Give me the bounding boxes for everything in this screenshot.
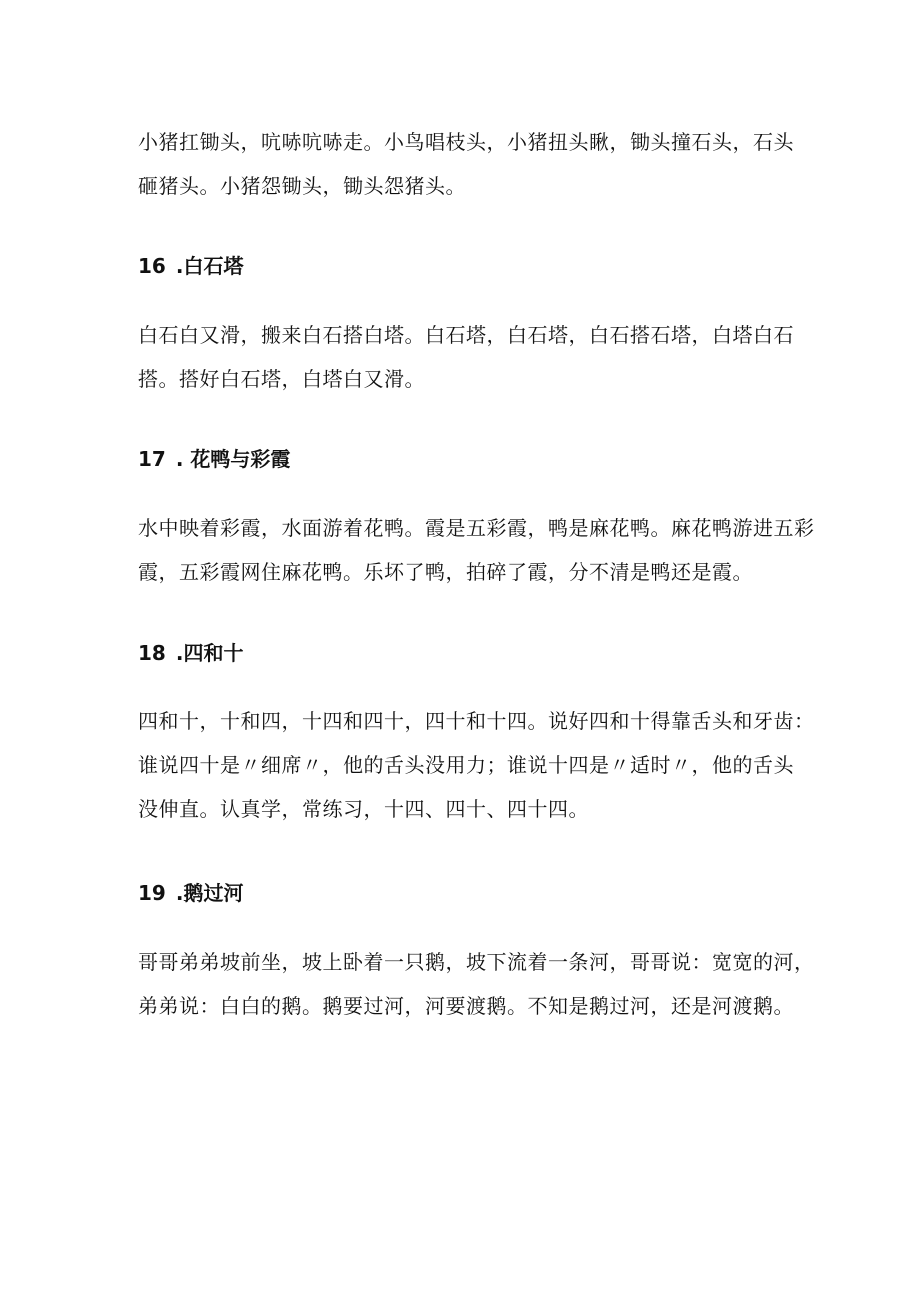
section-title: .鹅过河 — [175, 881, 244, 905]
paragraph-line: 谁说四十是〃细席〃，他的舌头没用力；谁说十四是〃适时〃，他的舌头 — [138, 753, 794, 777]
section-paragraph-19 — [138, 940, 815, 1028]
section-title: .白石塔 — [175, 254, 244, 278]
section-paragraph-16 — [138, 313, 798, 401]
paragraph-line: 砸猪头。小猪怨锄头，锄头怨猪头。 — [138, 174, 466, 198]
intro-paragraph — [138, 120, 798, 208]
section-number: 17 — [138, 447, 166, 471]
paragraph-line: 四和十，十和四，十四和四十，四十和十四。说好四和十得靠舌头和牙齿： — [138, 709, 815, 733]
paragraph-line: 搭。搭好白石塔，白塔白又滑。 — [138, 367, 425, 391]
paragraph-line: 弟弟说：白白的鹅。鹅要过河，河要渡鹅。不知是鹅过河，还是河渡鹅。 — [138, 994, 794, 1018]
paragraph-line: 没伸直。认真学，常练习，十四、四十、四十四。 — [138, 797, 589, 821]
paragraph-line: 水中映着彩霞，水面游着花鸭。霞是五彩霞，鸭是麻花鸭。麻花鸭游进五彩 — [138, 516, 815, 540]
section-paragraph-17 — [138, 506, 815, 594]
paragraph-line: 白石白又滑，搬来白石搭白塔。白石塔，白石塔，白石搭石塔，白塔白石 — [138, 323, 794, 347]
section-title: .四和十 — [175, 641, 244, 665]
paragraph-line: 小猪扛锄头，吭哧吭哧走。小鸟唱枝头，小猪扭头瞅，锄头撞石头，石头 — [138, 130, 794, 154]
paragraph-line: 哥哥弟弟坡前坐，坡上卧着一只鹅，坡下流着一条河，哥哥说：宽宽的河， — [138, 950, 815, 974]
section-heading-16 — [138, 251, 243, 281]
section-number: 18 — [138, 641, 166, 665]
section-number: 19 — [138, 881, 166, 905]
section-heading-18 — [138, 638, 243, 668]
section-title: . 花鸭与彩霞 — [175, 447, 291, 471]
section-heading-17 — [138, 444, 290, 474]
section-paragraph-18 — [138, 699, 815, 831]
paragraph-line: 霞，五彩霞网住麻花鸭。乐坏了鸭，拍碎了霞，分不清是鸭还是霞。 — [138, 560, 753, 584]
section-heading-19 — [138, 878, 243, 908]
section-number: 16 — [138, 254, 166, 278]
